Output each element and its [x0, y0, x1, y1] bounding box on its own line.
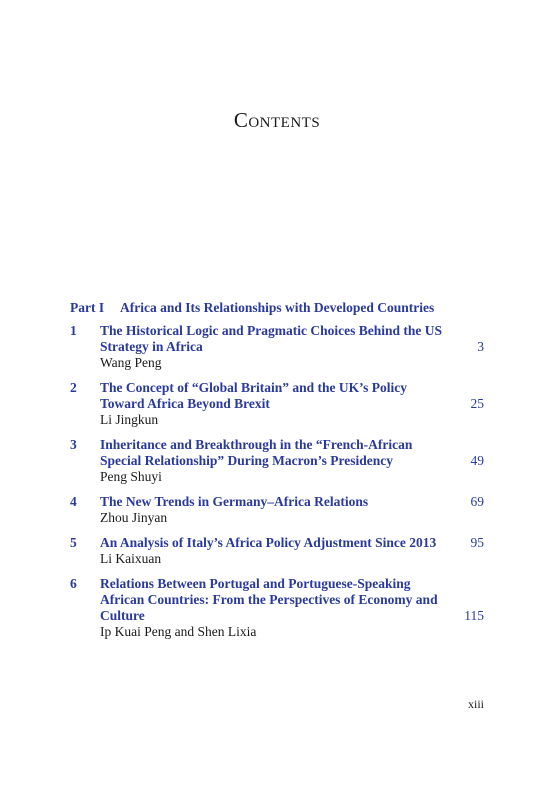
chapter-body — [100, 576, 454, 640]
toc-entry-6[interactable] — [70, 576, 484, 640]
chapter-number: 5 — [70, 535, 77, 550]
chapter-author: Li Kaixuan — [100, 551, 162, 566]
chapter-author: Wang Peng — [100, 355, 162, 370]
part-heading[interactable] — [70, 300, 484, 316]
part-label: Part I — [70, 300, 105, 315]
chapter-author: Li Jingkun — [100, 412, 159, 427]
chapter-title[interactable]: The New Trends in Germany–Africa Relations — [100, 494, 369, 509]
chapter-author: Zhou Jinyan — [100, 510, 168, 525]
chapter-page-number[interactable]: 3 — [477, 339, 484, 354]
chapter-page-number[interactable]: 95 — [470, 535, 484, 550]
table-of-contents — [70, 300, 484, 649]
chapter-title[interactable]: The Concept of “Global Britain” and the UK’s Policy Toward Africa Beyond Brexit — [100, 380, 408, 411]
chapter-title[interactable]: The Historical Logic and Pragmatic Choices Behind the US Strategy in Africa — [100, 323, 442, 354]
chapter-body — [100, 535, 454, 567]
toc-entry-5[interactable] — [70, 535, 484, 567]
chapter-title[interactable]: Relations Between Portugal and Portuguese-Speaking African Countries: From the Perspectives of Economy and Culture — [100, 576, 438, 623]
chapter-number: 2 — [70, 380, 77, 395]
chapter-number: 3 — [70, 437, 77, 452]
chapter-page-number[interactable]: 25 — [470, 396, 484, 411]
chapter-body — [100, 437, 454, 485]
chapter-author: Peng Shuyi — [100, 469, 162, 484]
page-folio: xiii — [467, 697, 484, 711]
chapter-body — [100, 494, 454, 526]
chapter-title[interactable]: An Analysis of Italy’s Africa Policy Adjustment Since 2013 — [100, 535, 437, 550]
chapter-number: 6 — [70, 576, 77, 591]
chapter-number: 1 — [70, 323, 77, 338]
page-title: Contents — [233, 108, 321, 132]
part-title: Africa and Its Relationships with Developed Countries — [120, 300, 435, 315]
toc-entry-1[interactable] — [70, 323, 484, 371]
toc-entry-2[interactable] — [70, 380, 484, 428]
chapter-page-number[interactable]: 69 — [470, 494, 484, 509]
toc-entry-4[interactable] — [70, 494, 484, 526]
toc-entry-3[interactable] — [70, 437, 484, 485]
chapter-page-number[interactable]: 115 — [464, 608, 484, 623]
chapter-number: 4 — [70, 494, 77, 509]
chapter-page-number[interactable]: 49 — [470, 453, 484, 468]
chapter-author: Ip Kuai Peng and Shen Lixia — [100, 624, 257, 639]
chapter-title[interactable]: Inheritance and Breakthrough in the “French-African Special Relationship” During Macron’s Presidency — [100, 437, 413, 468]
chapter-body — [100, 380, 454, 428]
chapter-body — [100, 323, 454, 371]
